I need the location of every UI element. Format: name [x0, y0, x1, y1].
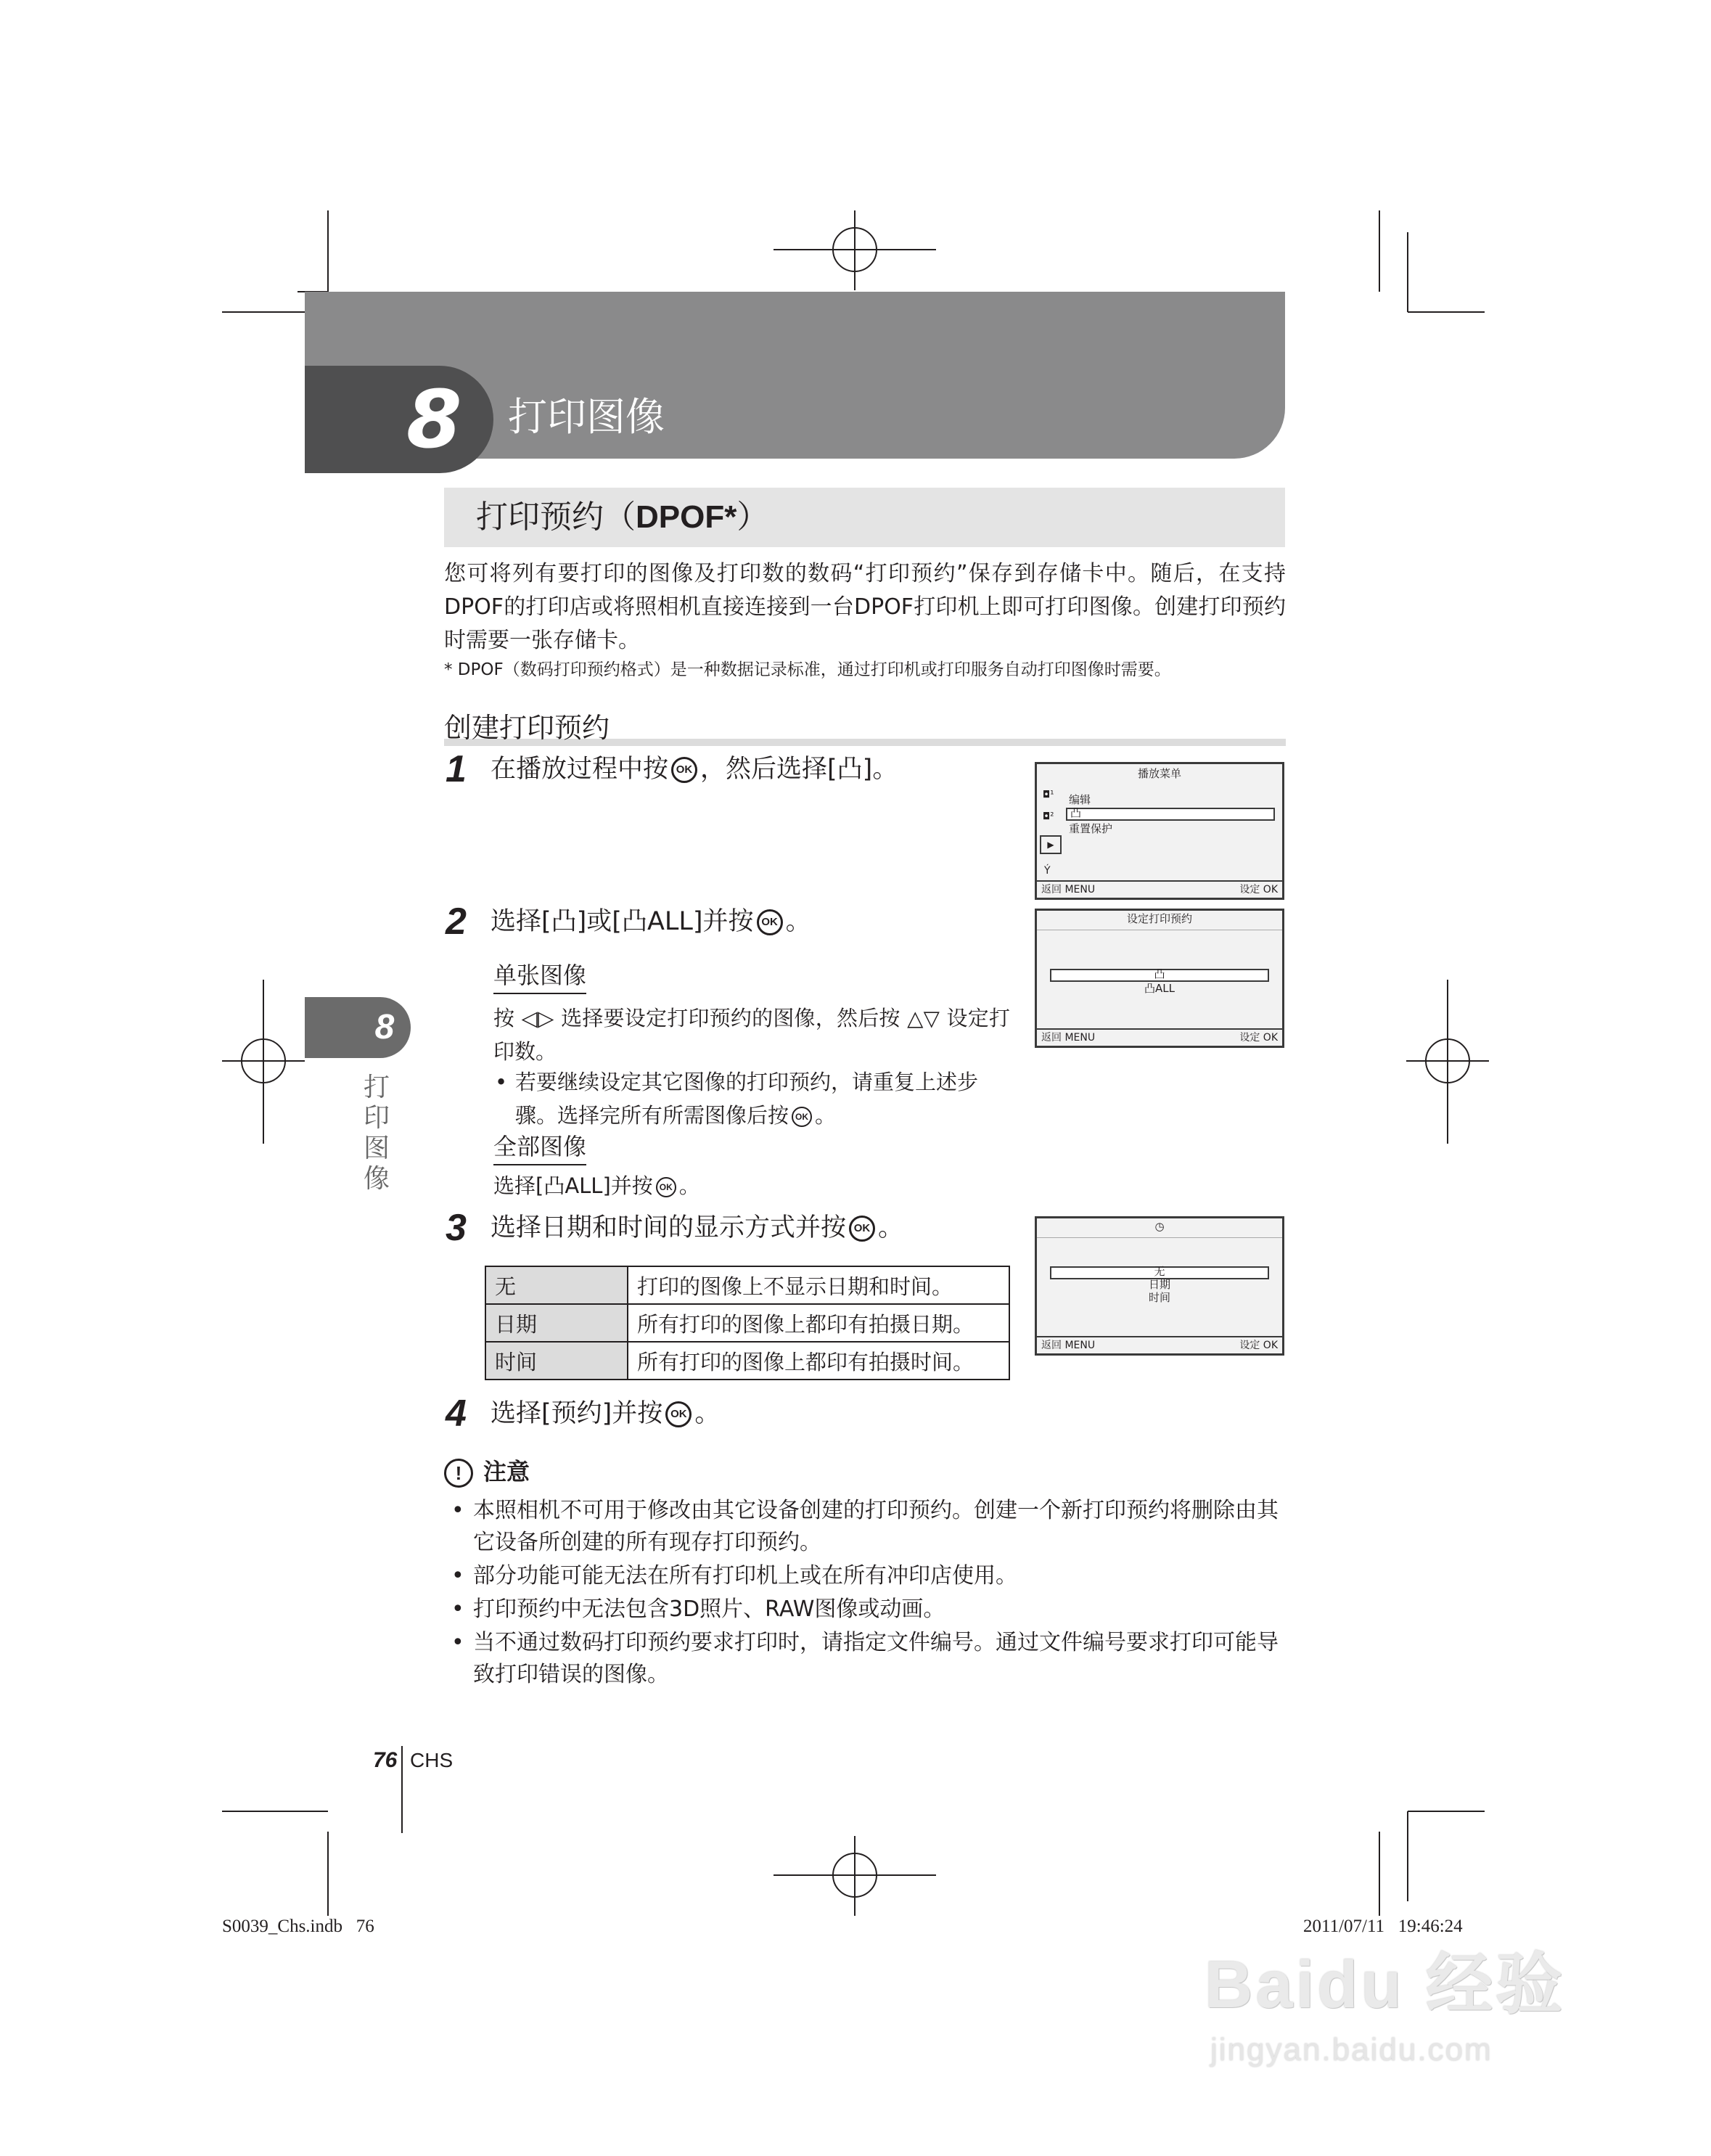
ok-button-icon: OK — [671, 757, 697, 783]
step-4-number: 4 — [446, 1393, 467, 1435]
side-chapter-number: 8 — [374, 1008, 395, 1046]
option-none: 无 — [1154, 1265, 1165, 1278]
ok-button-icon: OK — [792, 1107, 812, 1127]
option-date: 日期 — [1148, 1278, 1170, 1291]
back-label: 返回 MENU — [1041, 884, 1096, 895]
slug-timestamp: 2011/07/11 19:46:24 — [1303, 1917, 1463, 1936]
back-label: 返回 MENU — [1041, 1340, 1096, 1351]
datetime-screen — [1035, 1216, 1284, 1356]
step-2-text: 选择[凸]或[凸ALL]并按 OK 。 — [491, 907, 811, 936]
table-cell-desc: 所有打印的图像上都印有拍摄日期。 — [628, 1304, 1009, 1342]
step-2-number: 2 — [446, 901, 467, 943]
playback-tab-icon: ▶ — [1040, 835, 1062, 854]
bullet-dot: • — [495, 1070, 508, 1094]
ok-button-icon: OK — [665, 1401, 692, 1427]
table-cell-key: 日期 — [485, 1304, 628, 1342]
screen-title: 设定打印预约 — [1126, 912, 1192, 925]
subheading: 创建打印预约 — [444, 712, 610, 744]
back-label: 返回 MENU — [1041, 1032, 1096, 1044]
option-all: 凸ALL — [1144, 982, 1175, 995]
playback-menu-screen — [1035, 762, 1284, 900]
option-time: 时间 — [1148, 1291, 1170, 1304]
screen-title: 播放菜单 — [1137, 767, 1181, 780]
single-image-bullet: • 若要继续设定其它图像的打印预约，请重复上述步骤。选择完所有所需图像后按 OK 。 — [493, 1065, 1010, 1132]
slug-filename: S0039_Chs.indb 76 — [222, 1917, 374, 1936]
side-chapter-title: 打印图像 — [363, 1073, 390, 1194]
all-images-heading: 全部图像 — [493, 1131, 586, 1165]
camera-tab-icon: ◘¹ — [1043, 790, 1054, 800]
note-item: • 当不通过数码打印预约要求打印时，请指定文件编号。通过文件编号要求打印可能导致打印错误的图像。 — [451, 1630, 1279, 1687]
page-number: 76 — [373, 1748, 398, 1772]
option-single: 凸 — [1154, 967, 1165, 980]
date-display-table — [485, 1266, 1010, 1380]
table-cell-desc: 打印的图像上不显示日期和时间。 — [628, 1266, 1009, 1304]
intro-paragraph: 您可将列有要打印的图像及打印数的数码“打印预约”保存到存储卡中。随后，在支持DPOF的打印店或将照相机直接连接到一台DPOF打印机上即可打印图像。创建打印预约时需要一张存储卡。 — [444, 561, 1286, 653]
camera-tab-icon: ◘² — [1043, 811, 1054, 822]
note-item: • 本照相机不可用于修改由其它设备创建的打印预约。创建一个新打印预约将删除由其它设备所创建的所有现存打印预约。 — [451, 1498, 1279, 1555]
single-image-text: 按 ◁▷ 选择要设定打印预约的图像，然后按 △▽ 设定打印数。 — [493, 1006, 1010, 1064]
set-label: 设定 OK — [1239, 1032, 1278, 1044]
single-image-heading: 单张图像 — [493, 959, 586, 994]
caution-icon: ! — [444, 1459, 473, 1488]
table-cell-key: 时间 — [485, 1342, 628, 1380]
menu-item-reset-protect: 重置保护 — [1069, 822, 1113, 835]
clock-icon: ◷ — [1154, 1220, 1165, 1233]
step-3-text: 选择日期和时间的显示方式并按 OK 。 — [491, 1213, 904, 1242]
menu-item-print: 凸 — [1070, 806, 1082, 819]
page-language: CHS — [410, 1749, 454, 1771]
set-label: 设定 OK — [1239, 1340, 1278, 1351]
notes-heading: ! 注意 — [444, 1456, 530, 1488]
chapter-number: 8 — [406, 373, 462, 466]
divider — [1037, 1237, 1282, 1238]
step-1-number: 1 — [446, 748, 467, 790]
set-label: 设定 OK — [1239, 884, 1278, 895]
step-3-number: 3 — [446, 1207, 467, 1249]
ok-button-icon: OK — [757, 909, 783, 935]
table-row — [485, 1266, 1009, 1304]
print-order-screen — [1035, 909, 1284, 1048]
page-number-rule — [401, 1746, 403, 1833]
all-images-text: 选择[凸ALL]并按 OK 。 — [493, 1173, 700, 1198]
table-cell-desc: 所有打印的图像上都印有拍摄时间。 — [628, 1342, 1009, 1380]
selection-bar — [1066, 808, 1275, 821]
footnote: * DPOF（数码打印预约格式）是一种数据记录标准，通过打印机或打印服务自动打印图像时需要。 — [444, 660, 1171, 679]
note-item: • 部分功能可能无法在所有打印机上或在所有冲印店使用。 — [451, 1563, 1017, 1589]
step-1-text: 在播放过程中按 OK ，然后选择[凸]。 — [491, 755, 898, 784]
ok-button-icon: OK — [656, 1177, 676, 1197]
setup-tab-icon: Ý — [1044, 865, 1051, 877]
watermark-logo: Baidu 经验 — [1205, 1948, 1566, 2022]
step-4-text: 选择[预约]并按 OK 。 — [491, 1399, 721, 1428]
table-row — [485, 1304, 1009, 1342]
note-item: • 打印预约中无法包含3D照片、RAW图像或动画。 — [451, 1596, 945, 1622]
section-title: 打印预约（DPOF*） — [476, 499, 769, 536]
watermark-url: jingyan.baidu.com — [1210, 2032, 1493, 2067]
table-cell-key: 无 — [485, 1266, 628, 1304]
menu-item-edit: 编辑 — [1069, 793, 1091, 806]
table-row — [485, 1342, 1009, 1380]
chapter-title: 打印图像 — [508, 394, 665, 440]
ok-button-icon: OK — [849, 1216, 875, 1242]
